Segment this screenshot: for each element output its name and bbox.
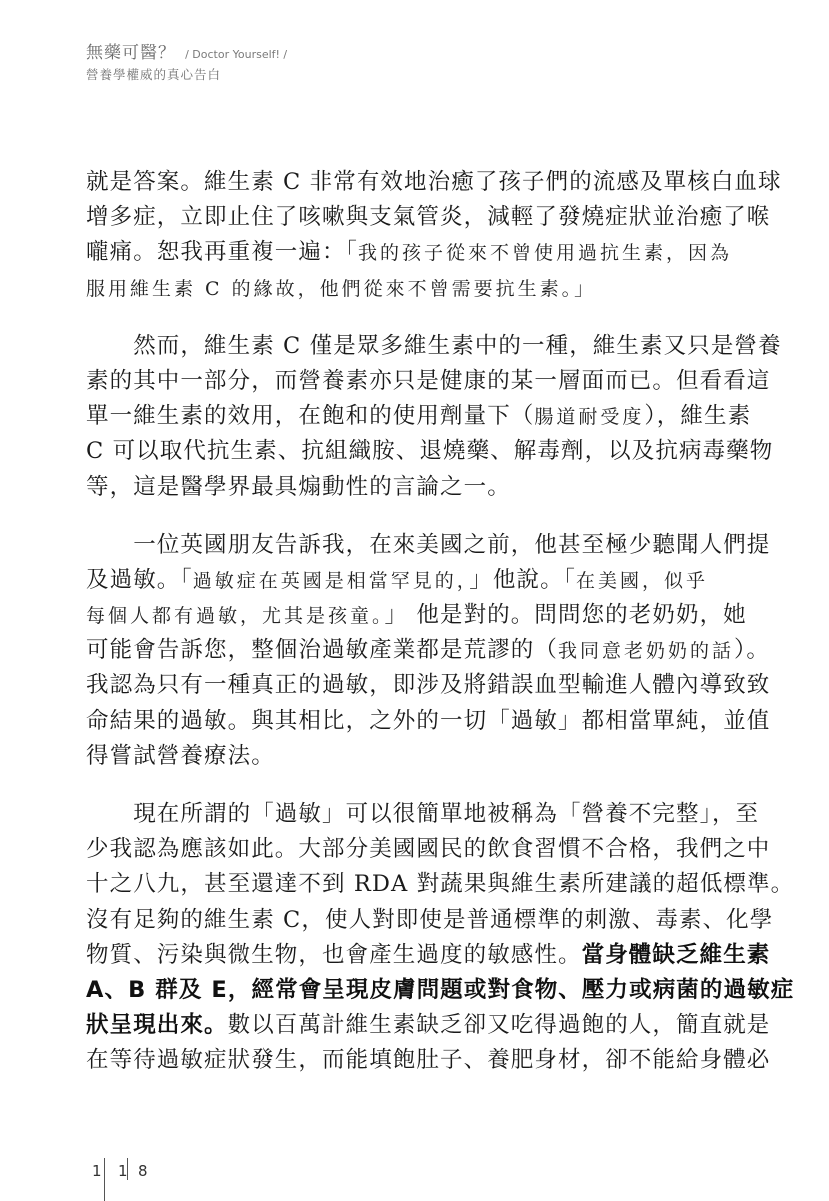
paragraph — [86, 797, 795, 1079]
quotation: 在美國，似乎 — [576, 569, 709, 592]
text-line: 命結果的過敏。與其相比，之外的一切「過敏」都相當單純，並值 — [86, 707, 771, 734]
text-line: C 可以取代抗生素、抗組織胺、退燒藥、解毒劑，以及抗病毒藥物 — [86, 438, 774, 465]
text-line — [86, 235, 746, 270]
text-line: 少我認為應該如此。大部分美國國民的飲食習慣不合格，我們之中 — [86, 836, 771, 863]
text-run: 數以百萬計維生素缺乏卻又吃得過飽的人，簡直就是 — [227, 1012, 771, 1039]
text-line: 十之八九，甚至還達不到 RDA 對蔬果與維生素所建議的超低標準。 — [86, 871, 795, 898]
text-line — [86, 1008, 771, 1043]
quotation: 我同意老奶奶的話 — [558, 640, 735, 663]
text-line: 在等待過敏症狀發生，而能填飽肚子、養肥身材，卻不能給身體必 — [86, 1047, 771, 1074]
book-subtitle: 營養學權威的真心告白 — [86, 67, 222, 82]
page-number-digit: 8 — [138, 1162, 148, 1180]
quotation: 腸道耐受度 — [534, 406, 645, 429]
text-line: 等，這是醫學界最具煽動性的言論之一。 — [86, 473, 511, 500]
text-line: 增多症，立即止住了咳嗽與支氣管炎，減輕了發燒症狀並治癒了喉 — [86, 204, 771, 231]
quotation: 我的孩子從來不曾使用過抗生素，因為 — [357, 242, 732, 265]
body-text — [86, 165, 795, 1102]
text-line: 一位英國朋友告訴我，在來美國之前，他甚至極少聽聞人們提 — [86, 531, 771, 558]
text-line — [86, 598, 746, 633]
book-title: 無藥可醫？ — [86, 43, 176, 63]
quotation: 服用維生素 C 的緣故，他們從來不曾需要抗生素。」 — [86, 277, 597, 300]
text-line: 素的其中一部分，而營養素亦只是健康的某一層面而已。但看看這 — [86, 367, 771, 394]
page-number-digit: 1 — [92, 1162, 102, 1180]
emphasis-text: 當身體缺乏維生素 — [581, 941, 771, 968]
running-header — [86, 40, 686, 84]
text-run: 」 他是對的。問問您的老奶奶，她 — [384, 602, 747, 629]
text-run: 」他說。「 — [469, 566, 577, 593]
text-line — [86, 563, 746, 598]
text-line: 得嘗試營養療法。 — [86, 742, 275, 769]
book-title-english: / Doctor Yourself! / — [185, 48, 288, 61]
text-line — [86, 271, 746, 306]
text-line: 現在所謂的「過敏」可以很簡單地被稱為「營養不完整」，至 — [86, 801, 760, 827]
emphasis-text-line: A、B 群及 E，經常會呈現皮膚問題或對食物、壓力或病菌的過敏症 — [86, 976, 795, 1003]
text-run: 可能會告訴您，整個治過敏產業都是荒謬的（ — [86, 637, 559, 664]
text-run: ）。 — [734, 637, 770, 664]
emphasis-text: 狀呈現出來。 — [86, 1012, 228, 1039]
text-line: 然而，維生素 C 僅是眾多維生素中的一種，維生素又只是營養 — [86, 332, 782, 359]
text-line: 就是答案。維生素 C 非常有效地治癒了孩子們的流感及單核白血球 — [86, 169, 782, 195]
page-number-digit: 1 — [118, 1162, 128, 1180]
quotation: 每個人都有過敏，尤其是孩童。 — [86, 605, 385, 628]
text-line — [86, 633, 770, 668]
text-run: 單一維生素的效用，在飽和的使用劑量下（ — [86, 403, 535, 430]
text-line — [86, 938, 771, 973]
text-run: 及過敏。「 — [86, 566, 193, 593]
text-run: 嚨痛。恕我再重複一遍：「 — [86, 239, 358, 266]
paragraph — [86, 329, 782, 505]
text-line: 我認為只有一種真正的過敏，即涉及將錯誤血型輸進人體內導致致 — [86, 672, 771, 699]
paragraph — [86, 165, 782, 306]
text-run: 物質、污染與微生物，也會產生過度的敏感性。 — [86, 941, 582, 968]
running-header-title-line — [86, 40, 686, 66]
page-number — [92, 1162, 148, 1180]
paragraph — [86, 528, 771, 774]
text-line: 沒有足夠的維生素 C，使人對即使是普通標準的刺激、毒素、化學 — [86, 906, 774, 933]
text-run: ），維生素 — [644, 403, 752, 430]
text-line — [86, 399, 752, 434]
quotation: 過敏症在英國是相當罕見的， — [192, 569, 470, 592]
